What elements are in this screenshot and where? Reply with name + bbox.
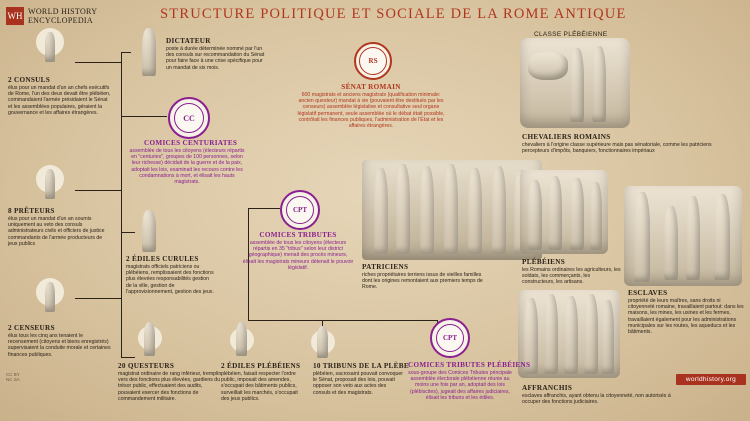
logo-text <box>28 7 97 25</box>
cc-heading: COMICES CENTURIATES <box>144 139 238 147</box>
connector-cpt-horizontal <box>248 208 280 209</box>
ctp-badge-outer <box>430 318 470 358</box>
ct-badge: CPT <box>286 196 314 224</box>
logo-line-1: WORLD HISTORY <box>28 7 98 16</box>
preteurs-text: élus pour un mandat d'un an soumis uniquement au veto des consuls administrateurs civils et officiers de justice commandants de l'armée producteurs de jeux publics <box>8 216 105 247</box>
questeurs-heading: 20 QUESTEURS <box>118 362 175 370</box>
connector-censeurs <box>75 298 121 299</box>
connector-questeurs <box>121 357 135 358</box>
esclaves-heading: ESCLAVES <box>628 289 668 297</box>
affranchis-heading: AFFRANCHIS <box>522 384 573 392</box>
cc-badge: CC <box>174 103 204 133</box>
censeurs-heading: 2 CENSEURS <box>8 324 55 332</box>
ctp-heading: COMICES TRIBUTES PLÉBÉIENS <box>408 361 531 369</box>
connector-cc <box>121 116 167 117</box>
connector-dictateur <box>121 52 131 53</box>
dictateur-heading: DICTATEUR <box>166 37 211 45</box>
senat-badge-outer <box>354 42 392 80</box>
connector-main-vertical <box>121 52 122 358</box>
patriciens-relief-image <box>362 160 542 260</box>
edile-curule-statue-figure <box>138 210 160 254</box>
logo-mark: WH <box>6 7 24 25</box>
ct-badge-outer <box>280 190 320 230</box>
chevaliers-relief-image <box>520 38 630 128</box>
ctp-badge: CPT <box>436 324 464 352</box>
senat-heading: SÉNAT ROMAIN <box>341 83 401 91</box>
plebeiens-heading: PLÉBÉIENS <box>522 258 566 266</box>
ctp-text: sous-groupe des Comices Tributes principale assemblée électorale plébéienne réunie au moins une fois par an, adoptait des lois (plébiscites), jugeait des affaires judiciaires, élisait les tribuns et les édiles. <box>408 370 512 401</box>
affranchis-text: esclaves affranchis, ayant obtenu la citoyenneté, non autorisés à occuper des fonctions judiciaires. <box>522 393 671 406</box>
logo-line-2: ENCYCLOPEDIA <box>28 16 93 25</box>
consuls-heading: 2 CONSULS <box>8 76 51 84</box>
license-mark: CC BY NC SA <box>6 372 20 382</box>
connector-bottom-horizontal <box>248 320 438 321</box>
edile-plebeien-statue-figure <box>230 320 254 360</box>
ediles-plebeiens-text: plébéien, faisait respecter l'ordre public, imposait des amendes, s'occupait des bâtiments publics, surveillait les marchés, s'occupait des jeux publics. <box>221 371 298 402</box>
questeurs-text: magistrat ordinaire de rang inférieur, tremplin vers des fonctions plus élevées, gardiens du trésor public, effectuaient des audits, pouvaient exercer des fonctions de commandement militaire. <box>118 371 222 402</box>
dictateur-text: poste à durée déterminée nommé par l'un des consuls sur recommandation du Sénat pour faire face à une crise spécifique pour un mandat de six mois. <box>166 46 265 71</box>
connector-consuls <box>75 62 121 63</box>
ct-text: assemblée de tous les citoyens (électeurs répartis en 35 "tribus" selon leur district géographique) menait des procès mineurs, élisait les magistrats mineurs détenait le pouvoir législatif. <box>242 240 354 271</box>
connector-ediles-curules <box>121 232 135 233</box>
classe-plebeienne-heading: CLASSE PLÉBÉIENNE <box>534 31 608 38</box>
senat-text: 600 magistrats et anciens magistrats (qualification minimale: ancien questeur) mandat à vie (pouvaient être destitués par les censeurs) assemblée législative et consultative seul organe législatif permanent, seule assemblée où le débat était possible, contrôlait les finances publiques, l'administration de l'État et les affaires étrangères. <box>297 92 445 130</box>
ediles-plebeiens-heading: 2 ÉDILES PLÉBÉIENS <box>221 362 301 370</box>
ct-heading: COMICES TRIBUTES <box>259 231 337 239</box>
cc-text: assemblée de tous les citoyens (électeurs répartis en "centuries", groupes de 100 personnes, selon leur richesse) décidait de la guerre et de la paix, adoptait les lois, examinait les recours contre les condamnations à mort, et élisait les hauts magistrats. <box>129 148 245 186</box>
ediles-curules-text: magistrats officiels patriciens ou plébéiens, remplissaient des fonctions plus élevées responsabilités gestion de la ville, gestion de l'approvisionnement, gestion des jeux. <box>126 264 214 295</box>
connector-preteurs <box>75 190 121 191</box>
questeur-statue-figure <box>138 320 160 360</box>
tribun-statue-figure <box>311 324 335 360</box>
page-title: STRUCTURE POLITIQUE ET SOCIALE DE LA ROME ANTIQUE <box>160 6 627 22</box>
esclaves-relief-image <box>624 186 742 286</box>
affranchis-relief-image <box>518 290 620 378</box>
tribuns-heading: 10 TRIBUNS DE LA PLÈBE <box>313 362 409 370</box>
patriciens-text: riches propriétaires terriens issus de vieilles familles dont les origines remontaient aux premiers temps de Rome. <box>362 272 483 291</box>
dictateur-statue-figure <box>136 28 162 78</box>
consul-statue-figure <box>36 28 64 68</box>
cc-badge-outer <box>168 97 210 139</box>
senat-badge: RS <box>359 47 387 75</box>
chevaliers-text: chevaliers à l'origine classe supérieure mais pas sénatoriale, comme les patriciens percepteurs d'impôts, banquiers, fonctionnaires impériaux <box>522 142 712 155</box>
plebeiens-text: les Romains ordinaires les agriculteurs, les soldats, les commerçants, les constructeurs, les artisans. <box>522 267 621 286</box>
logo[interactable] <box>6 7 126 29</box>
patriciens-heading: PATRICIENS <box>362 263 409 271</box>
consuls-text: élus pour un mandat d'un an chefs exécutifs de Rome, l'un des deux devait être plébéien, commandaient l'armée présidaient le Sénat et les assemblées populaires, géraient la gouvernance et les affaires étrangères. <box>8 85 111 116</box>
plebeiens-relief-image <box>520 170 608 254</box>
preteurs-heading: 8 PRÊTEURS <box>8 207 55 215</box>
ediles-curules-heading: 2 ÉDILES CURULES <box>126 255 199 263</box>
preteur-statue-figure <box>36 165 64 205</box>
tribuns-text: plébéien, sacrosaint pouvait convoquer le Sénat, proposait des lois, pouvait opposer son veto aux actes des consuls et des magistrats. <box>313 371 403 396</box>
censeur-statue-figure <box>36 278 64 318</box>
censeurs-text: élus tous les cinq ans tenaient le recensement (citoyens et biens enregistrés) supervisaient la conduite morale et certaines finances publiques. <box>8 333 111 358</box>
esclaves-text: propriété de leurs maîtres, sans droits ni citoyenneté romaine, travaillaient partout: dans les maisons, les mines, les usines et les fermes, travaillaient également pour les administrations municipales sur les routes, les aqueducs et les bâtiments. <box>628 298 744 336</box>
site-link-badge[interactable]: worldhistory.org <box>676 374 746 385</box>
chevaliers-heading: CHEVALIERS ROMAINS <box>522 133 611 141</box>
